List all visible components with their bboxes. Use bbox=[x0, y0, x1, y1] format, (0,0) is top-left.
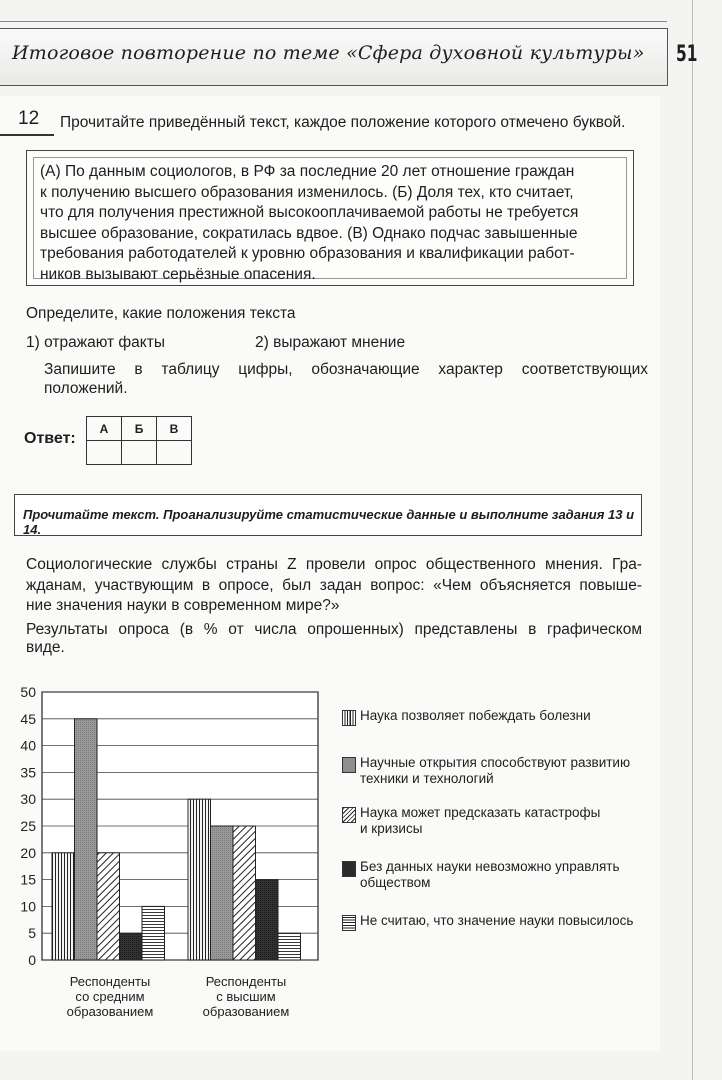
category-label: образованием bbox=[202, 1004, 290, 1019]
bar bbox=[233, 826, 256, 960]
y-tick-label: 5 bbox=[28, 925, 36, 942]
legend-label bbox=[360, 805, 652, 837]
determine-prompt: Определите, какие положения текста bbox=[26, 305, 296, 322]
bar bbox=[75, 719, 98, 960]
page-title: Итоговое повторение по теме «Сфера духовной культуры» bbox=[12, 42, 645, 64]
source-text-box bbox=[26, 150, 634, 286]
y-tick-label: 0 bbox=[28, 952, 36, 968]
source-text-line: что для получения престижной высокооплачиваемой работы не требуется bbox=[40, 204, 579, 221]
intro-line: жданам, участвующим в опросе, был задан вопрос: «Чем объясняется повыше- bbox=[26, 577, 642, 594]
y-tick-label: 15 bbox=[20, 871, 36, 888]
y-tick-label: 20 bbox=[20, 844, 36, 861]
legend-swatch bbox=[342, 757, 356, 773]
legend-label bbox=[360, 913, 652, 929]
answer-cell-a[interactable] bbox=[87, 441, 122, 465]
answer-header-b: Б bbox=[122, 417, 157, 441]
page-number: 51 bbox=[676, 42, 698, 67]
bar bbox=[278, 933, 301, 960]
info-box-text: Прочитайте текст. Проанализируйте статистические данные и выполните задания 13 и 14. bbox=[23, 507, 635, 537]
y-tick-label: 30 bbox=[20, 791, 36, 808]
intro-line: Социологические службы страны Z провели опрос общественного мнения. Гра- bbox=[26, 556, 642, 573]
task-number-underline bbox=[0, 134, 54, 136]
y-tick-label: 45 bbox=[20, 710, 36, 727]
category-label: со средним bbox=[75, 989, 145, 1004]
legend-label-line: обществом bbox=[360, 875, 431, 890]
intro-line: виде. bbox=[26, 639, 65, 656]
option-opinion: 2) выражают мнение bbox=[255, 334, 406, 351]
y-tick-label: 10 bbox=[20, 898, 36, 915]
option-facts: 1) отражают факты bbox=[26, 334, 165, 351]
y-tick-label: 40 bbox=[20, 737, 36, 754]
source-text-line: требования работодателей к уровню образования и квалификации работ- bbox=[40, 245, 575, 262]
legend-label bbox=[360, 859, 652, 891]
y-tick-label: 50 bbox=[20, 684, 36, 700]
category-label: Респонденты bbox=[205, 974, 287, 989]
category-label: образованием bbox=[66, 1004, 154, 1019]
task-instruction: Прочитайте приведённый текст, каждое положение которого отмечено буквой. bbox=[60, 114, 626, 131]
source-text-line: ников вызывают серьёзные опасения. bbox=[40, 265, 316, 283]
y-tick-label: 35 bbox=[20, 764, 36, 781]
page-edge-rule bbox=[692, 0, 693, 1080]
legend-label-line: Наука может предсказать катастрофы bbox=[360, 805, 601, 820]
bar bbox=[142, 906, 165, 960]
y-tick-label: 25 bbox=[20, 818, 36, 834]
legend-label-line: техники и технологий bbox=[360, 771, 494, 786]
bar bbox=[120, 933, 143, 960]
legend-label-line: Без данных науки невозможно управлять bbox=[360, 859, 620, 874]
source-text-line: к получению высшего образования изменилось. (Б) Доля тех, кто считает, bbox=[40, 183, 574, 201]
answer-cell-b[interactable] bbox=[122, 441, 157, 465]
answer-table bbox=[86, 416, 192, 465]
legend-label-line: Не считаю, что значение науки повысилось bbox=[360, 913, 634, 928]
answer-header-c: В bbox=[157, 417, 192, 441]
write-instruction-cont: положений. bbox=[44, 380, 128, 397]
answer-cell-c[interactable] bbox=[157, 441, 192, 465]
bar bbox=[97, 853, 120, 960]
bar bbox=[188, 799, 211, 960]
legend-swatch bbox=[342, 861, 356, 877]
bar bbox=[211, 826, 234, 960]
legend-swatch bbox=[342, 807, 356, 823]
legend-swatch bbox=[342, 915, 356, 931]
category-label: с высшим bbox=[216, 989, 276, 1004]
bar-chart bbox=[0, 680, 330, 1025]
category-label: Респонденты bbox=[69, 974, 151, 989]
legend-swatch bbox=[342, 710, 356, 726]
intro-line: Результаты опроса (в % от числа опрошенных) представлены в графическом bbox=[26, 621, 642, 638]
legend-label bbox=[360, 755, 652, 787]
source-text-line: (А) По данным социологов, в РФ за последние 20 лет отношение граждан bbox=[40, 163, 575, 180]
answer-label: Ответ: bbox=[24, 430, 76, 447]
source-text-line: высшее образование, сократилась вдвое. (В) Однако подчас завышенные bbox=[40, 224, 578, 242]
legend-label-line: и кризисы bbox=[360, 821, 423, 836]
task-number: 12 bbox=[18, 108, 40, 129]
bar bbox=[52, 853, 75, 960]
intro-line: ние значения науки в современном мире?» bbox=[26, 597, 340, 614]
legend-label-line: Научные открытия способствуют развитию bbox=[360, 755, 631, 770]
write-instruction: Запишите в таблицу цифры, обозначающие характер соответствующих bbox=[44, 361, 648, 378]
legend-label-line: Наука позволяет побеждать болезни bbox=[360, 708, 591, 723]
legend-label bbox=[360, 708, 652, 724]
info-box bbox=[14, 494, 642, 536]
source-text bbox=[33, 157, 627, 283]
bar bbox=[256, 880, 279, 960]
answer-header-a: А bbox=[87, 417, 122, 441]
